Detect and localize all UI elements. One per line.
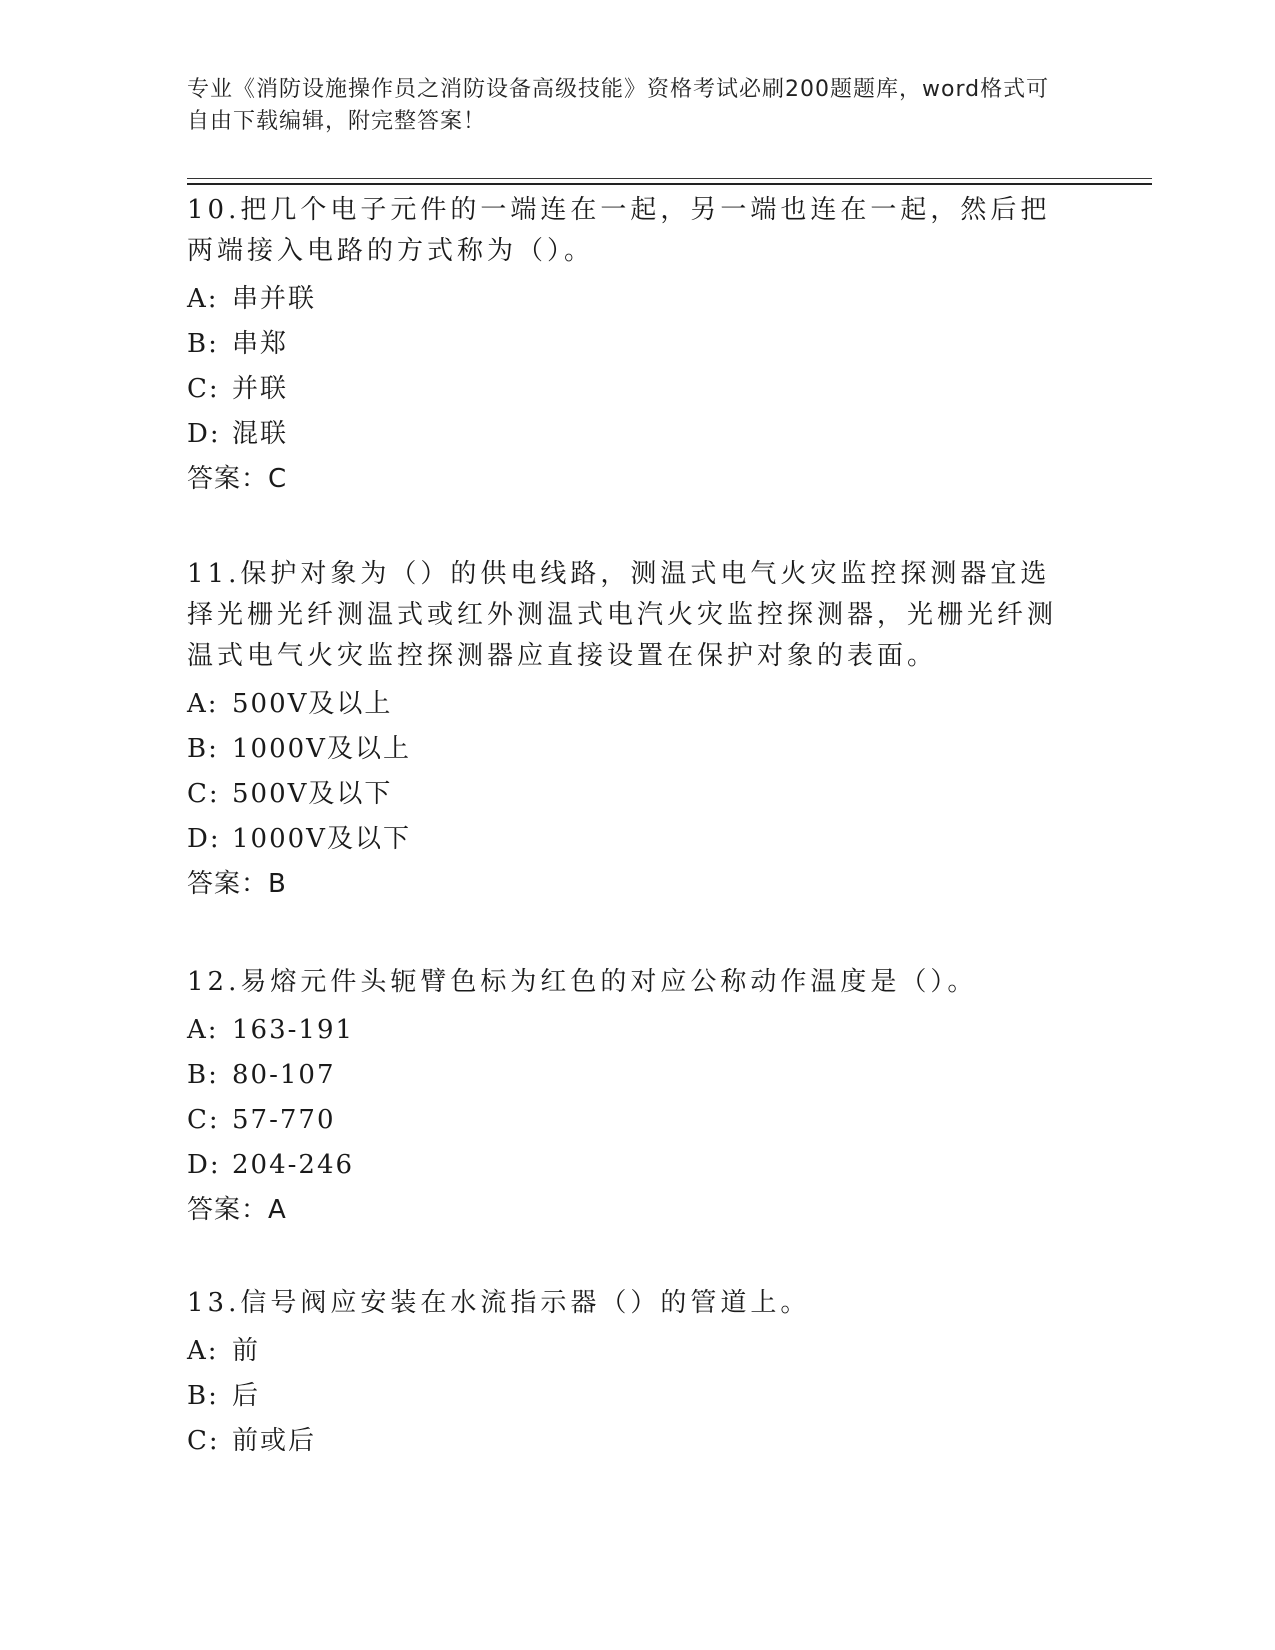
option-key: C: xyxy=(187,374,220,404)
header-divider-thick xyxy=(187,183,1152,185)
option-text: 前 xyxy=(232,1336,261,1366)
option-c xyxy=(187,1098,1077,1143)
option-c xyxy=(187,367,1077,412)
option-text: 1000V及以下 xyxy=(232,824,411,854)
option-key: B: xyxy=(187,734,219,764)
option-text: 57-770 xyxy=(232,1105,336,1135)
option-text: 串并联 xyxy=(232,284,317,314)
option-text: 混联 xyxy=(232,419,289,449)
option-b xyxy=(187,1374,1077,1419)
option-b xyxy=(187,1053,1077,1098)
question-text: 12.易熔元件头轭臂色标为红色的对应公称动作温度是（）。 xyxy=(187,967,978,997)
option-key: A: xyxy=(187,1336,219,1366)
option-c xyxy=(187,1419,1077,1464)
option-text: 80-107 xyxy=(232,1060,336,1090)
option-a xyxy=(187,1329,1077,1374)
option-key: D: xyxy=(187,419,221,449)
question-text: 13.信号阀应安装在水流指示器（）的管道上。 xyxy=(187,1288,811,1318)
option-key: B: xyxy=(187,1060,219,1090)
option-d xyxy=(187,412,1077,457)
question-12 xyxy=(187,962,1077,1233)
option-text: 并联 xyxy=(232,374,289,404)
question-11 xyxy=(187,554,1077,907)
option-b xyxy=(187,727,1077,772)
option-text: 204-246 xyxy=(232,1150,355,1180)
option-key: A: xyxy=(187,1015,219,1045)
option-key: B: xyxy=(187,1381,219,1411)
option-key: B: xyxy=(187,329,219,359)
option-a xyxy=(187,277,1077,322)
option-text: 500V及以下 xyxy=(232,779,393,809)
option-key: C: xyxy=(187,779,220,809)
option-text: 500V及以上 xyxy=(232,689,393,719)
option-a xyxy=(187,682,1077,727)
question-text: 10.把几个电子元件的一端连在一起，另一端也连在一起，然后把两端接入电路的方式称为（）。 xyxy=(187,195,1051,266)
document-header: 专业《消防设施操作员之消防设备高级技能》资格考试必刷200题题库，word格式可自由下载编辑，附完整答案！ xyxy=(187,77,1050,134)
option-text: 1000V及以上 xyxy=(232,734,411,764)
answer-line: 答案：B xyxy=(187,869,287,899)
option-c xyxy=(187,772,1077,817)
option-d xyxy=(187,1143,1077,1188)
header-divider-thin xyxy=(187,178,1152,179)
option-key: D: xyxy=(187,1150,221,1180)
question-13 xyxy=(187,1283,1077,1464)
option-text: 串郑 xyxy=(232,329,289,359)
answer-line: 答案：C xyxy=(187,464,288,494)
answer-line: 答案：A xyxy=(187,1195,287,1225)
option-key: D: xyxy=(187,824,221,854)
option-d xyxy=(187,817,1077,862)
option-text: 后 xyxy=(232,1381,261,1411)
option-text: 前或后 xyxy=(232,1426,317,1456)
option-key: C: xyxy=(187,1426,220,1456)
option-key: A: xyxy=(187,689,219,719)
question-text: 11.保护对象为（）的供电线路，测温式电气火灾监控探测器宜选择光栅光纤测温式或红外测温式电汽火灾监控探测器，光栅光纤测温式电气火灾监控探测器应直接设置在保护对象的表面。 xyxy=(187,559,1058,671)
option-text: 163-191 xyxy=(232,1015,355,1045)
question-10 xyxy=(187,190,1077,502)
option-a xyxy=(187,1008,1077,1053)
option-b xyxy=(187,322,1077,367)
option-key: A: xyxy=(187,284,219,314)
option-key: C: xyxy=(187,1105,220,1135)
